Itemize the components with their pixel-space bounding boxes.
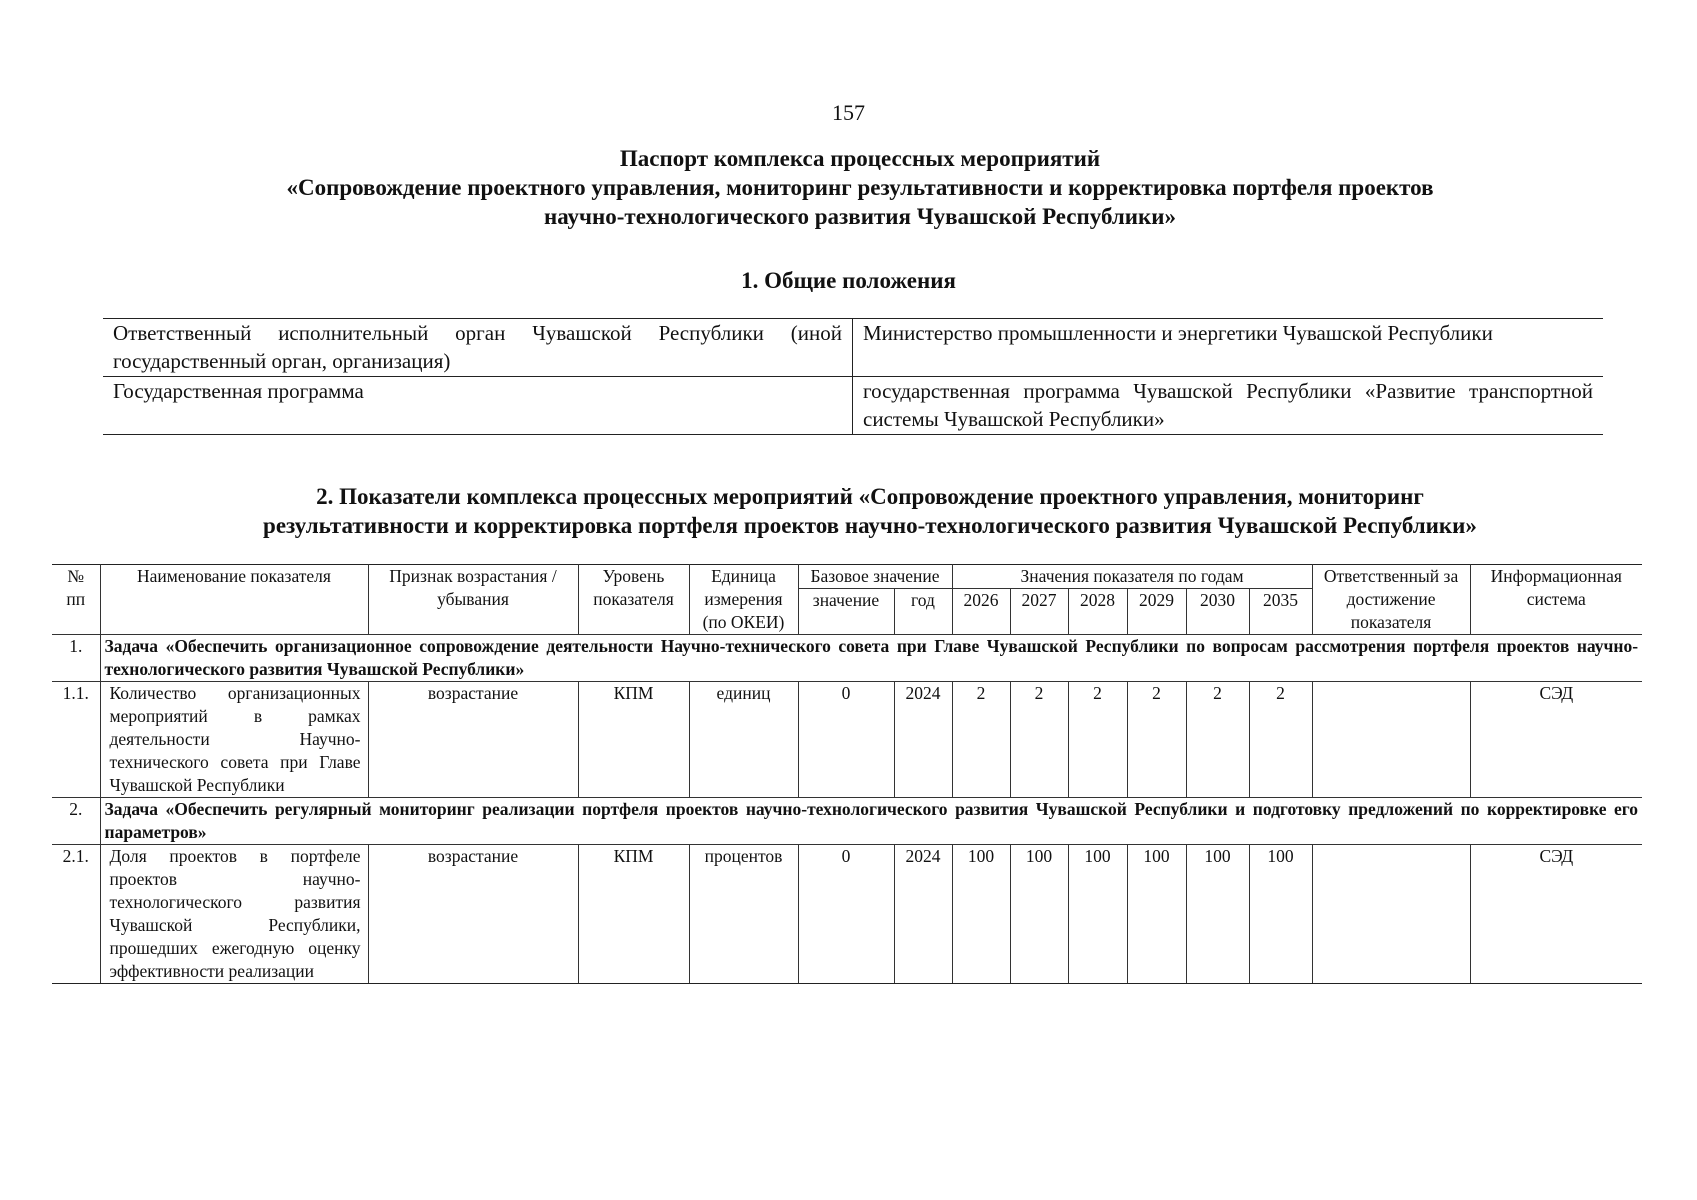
indicator-base-year: 2024 — [894, 845, 952, 984]
indicator-name: Количество организационных мероприятий в рамках деятельности Научно-технического совета при Главе Чувашской Республики — [100, 682, 368, 798]
indicator-year-value: 100 — [1068, 845, 1127, 984]
indicator-year-value: 2 — [1127, 682, 1186, 798]
section-1-heading: 1. Общие положения — [741, 268, 956, 293]
task-number: 2. — [52, 798, 100, 845]
indicator-base-value: 0 — [798, 845, 894, 984]
col-header-level: Уровень показателя — [578, 565, 689, 635]
section-2-heading — [150, 482, 1590, 540]
general-label: Ответственный исполнительный орган Чувашской Республики (иной государственный орган, организация) — [103, 319, 853, 377]
general-value: Министерство промышленности и энергетики Чувашской Республики — [853, 319, 1604, 377]
col-header-year: 2035 — [1249, 589, 1312, 635]
col-header-unit: Единица измерения (по ОКЕИ) — [689, 565, 798, 635]
indicator-responsible — [1312, 845, 1470, 984]
col-header-trend: Признак возрастания / убывания — [368, 565, 578, 635]
col-header-year: 2028 — [1068, 589, 1127, 635]
indicator-name: Доля проектов в портфеле проектов научно-технологического развития Чувашской Республики, прошедших ежегодную оценку эффективности реализации — [100, 845, 368, 984]
col-header-responsible: Ответственный за достижение показателя — [1312, 565, 1470, 635]
indicator-year-value: 2 — [1010, 682, 1068, 798]
indicator-number: 1.1. — [52, 682, 100, 798]
indicator-row — [52, 682, 1642, 798]
indicator-unit: процентов — [689, 845, 798, 984]
indicator-year-value: 2 — [1068, 682, 1127, 798]
indicator-info-system: СЭД — [1470, 845, 1642, 984]
title-line-1: Паспорт комплекса процессных мероприятий — [619, 146, 1101, 171]
col-header-num: № пп — [52, 565, 100, 635]
title-line-2: «Сопровождение проектного управления, мониторинг результативности и корректировка портфеля проектов — [286, 175, 1434, 200]
page-number: 157 — [832, 100, 865, 125]
indicator-base-value: 0 — [798, 682, 894, 798]
general-value: государственная программа Чувашской Республики «Развитие транспортной системы Чувашской Республики» — [853, 377, 1604, 435]
task-row — [52, 798, 1642, 845]
col-header-year: 2030 — [1186, 589, 1249, 635]
col-header-base: Базовое значение — [798, 565, 952, 589]
task-number: 1. — [52, 635, 100, 682]
indicator-number: 2.1. — [52, 845, 100, 984]
task-title: Задача «Обеспечить регулярный мониторинг реализации портфеля проектов научно-технологического развития Чувашской Республики и подготовку предложений по корректировке его параметров» — [100, 798, 1642, 845]
indicator-trend: возрастание — [368, 682, 578, 798]
col-header-name: Наименование показателя — [100, 565, 368, 635]
indicator-year-value: 100 — [952, 845, 1010, 984]
col-header-info-system: Информационная система — [1470, 565, 1642, 635]
indicator-year-value: 100 — [1127, 845, 1186, 984]
indicator-trend: возрастание — [368, 845, 578, 984]
indicator-year-value: 100 — [1249, 845, 1312, 984]
indicator-level: КПМ — [578, 682, 689, 798]
general-provisions-table — [103, 318, 1603, 435]
title-line-3: научно-технологического развития Чувашской Республики» — [543, 204, 1177, 229]
document-title — [150, 144, 1570, 231]
general-label: Государственная программа — [103, 377, 853, 435]
task-title: Задача «Обеспечить организационное сопровождение деятельности Научно-технического совета при Главе Чувашской Республики по вопросам рассмотрения портфеля проектов научно-технологического развития Чувашской Республики» — [100, 635, 1642, 682]
col-header-year: 2027 — [1010, 589, 1068, 635]
general-row — [103, 377, 1603, 435]
indicator-base-year: 2024 — [894, 682, 952, 798]
indicator-level: КПМ — [578, 845, 689, 984]
col-header-base-value: значение — [798, 589, 894, 635]
indicator-unit: единиц — [689, 682, 798, 798]
indicator-year-value: 2 — [1249, 682, 1312, 798]
indicator-info-system: СЭД — [1470, 682, 1642, 798]
indicator-year-value: 2 — [952, 682, 1010, 798]
indicator-year-value: 100 — [1010, 845, 1068, 984]
section-2-heading-line-2: результативности и корректировка портфеля проектов научно-технологического развития Чувашской Республики» — [263, 513, 1477, 538]
indicator-year-value: 100 — [1186, 845, 1249, 984]
task-row — [52, 635, 1642, 682]
indicator-row — [52, 845, 1642, 984]
col-header-year: 2029 — [1127, 589, 1186, 635]
general-row — [103, 319, 1603, 377]
col-header-values-by-year: Значения показателя по годам — [952, 565, 1312, 589]
section-2-heading-line-1: 2. Показатели комплекса процессных мероприятий «Сопровождение проектного управления, мониторинг — [316, 484, 1424, 509]
indicators-table — [52, 564, 1642, 984]
indicator-responsible — [1312, 682, 1470, 798]
indicator-year-value: 2 — [1186, 682, 1249, 798]
col-header-year: 2026 — [952, 589, 1010, 635]
col-header-base-year: год — [894, 589, 952, 635]
